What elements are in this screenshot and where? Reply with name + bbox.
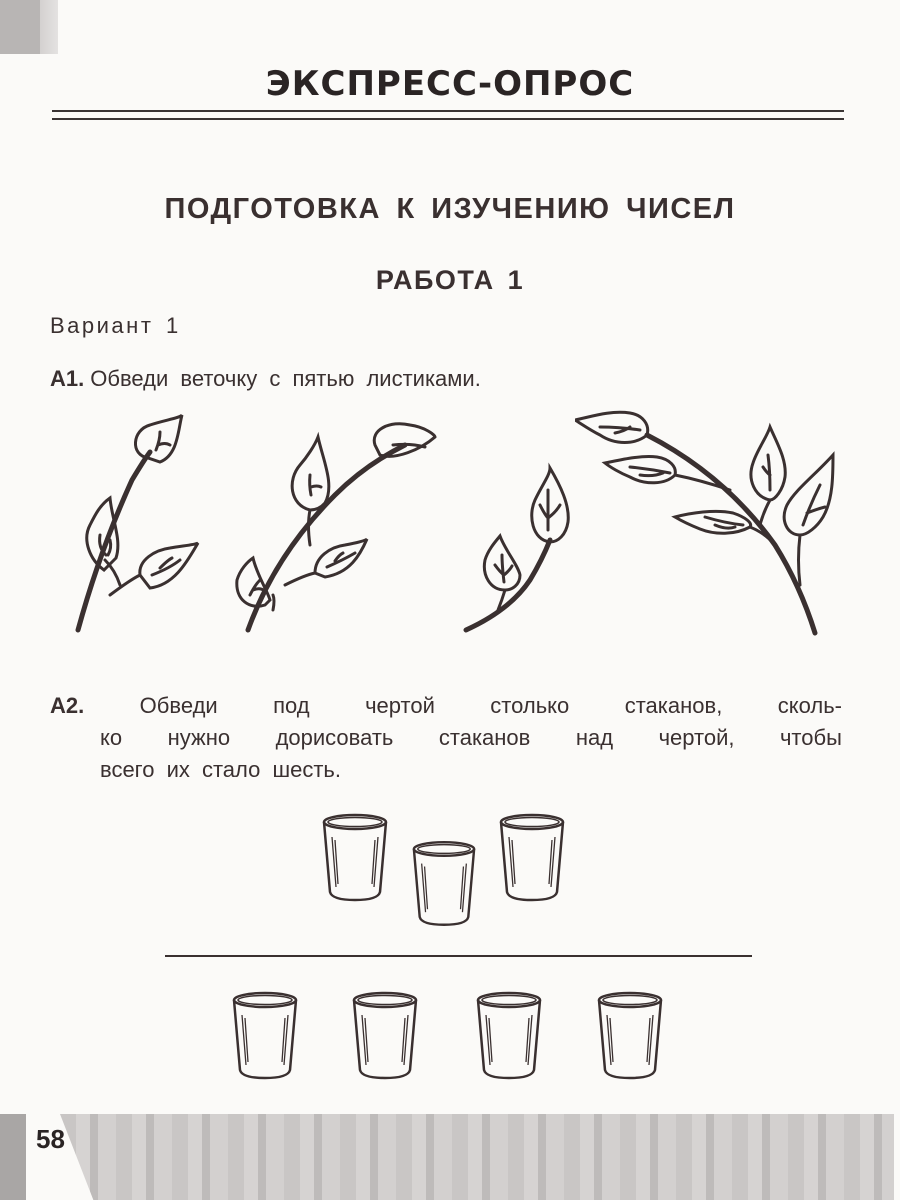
glass-above-3[interactable] (497, 812, 567, 902)
footer-left-band (0, 1114, 26, 1200)
word: сколь- (777, 693, 842, 718)
word: над (575, 725, 614, 750)
glass-above-1[interactable] (320, 812, 390, 902)
word: стаканов (438, 725, 531, 750)
word: нужно (167, 725, 231, 750)
page-number: 58 (36, 1124, 65, 1154)
task-a1 (50, 363, 481, 395)
task-a2 (50, 690, 842, 786)
branch-5-leaves[interactable] (575, 405, 835, 640)
footer-band (60, 1114, 894, 1200)
word: ко (100, 725, 123, 750)
task-number: А1. (50, 366, 85, 391)
task-a2-line-3: всего их стало шесть. (100, 757, 341, 782)
glass-below-2[interactable] (350, 990, 420, 1080)
word: стаканов, (624, 693, 723, 718)
branch-4-leaves-2[interactable] (215, 415, 445, 640)
corner-decoration-dark (0, 0, 40, 54)
task-a2-line-2 (100, 722, 842, 754)
task-number: А2. (50, 693, 85, 718)
variant-label: Вариант 1 (50, 313, 181, 338)
glass-below-3[interactable] (474, 990, 544, 1080)
header-double-rule (52, 110, 844, 120)
word: под (273, 693, 310, 718)
header-title: ЭКСПРЕСС-ОПРОС (265, 64, 635, 104)
glass-below-1[interactable] (230, 990, 300, 1080)
glass-above-2[interactable] (410, 838, 478, 928)
task-text: Обведи веточку с пятью листиками. (90, 366, 481, 391)
word: чертой, (658, 725, 735, 750)
word: чертой (365, 693, 435, 718)
branch-4-leaves-1[interactable] (60, 410, 200, 640)
word: дорисовать (275, 725, 394, 750)
word: чтобы (779, 725, 842, 750)
glass-below-4[interactable] (595, 990, 665, 1080)
branch-2-leaves[interactable] (460, 460, 570, 635)
section-title: ПОДГОТОВКА К ИЗУЧЕНИЮ ЧИСЕЛ (164, 193, 736, 225)
task-a2-line-1 (50, 690, 842, 722)
word: столько (490, 693, 570, 718)
divider-line (165, 955, 752, 957)
word: Обведи (139, 693, 218, 718)
work-title: РАБОТА 1 (375, 265, 525, 295)
